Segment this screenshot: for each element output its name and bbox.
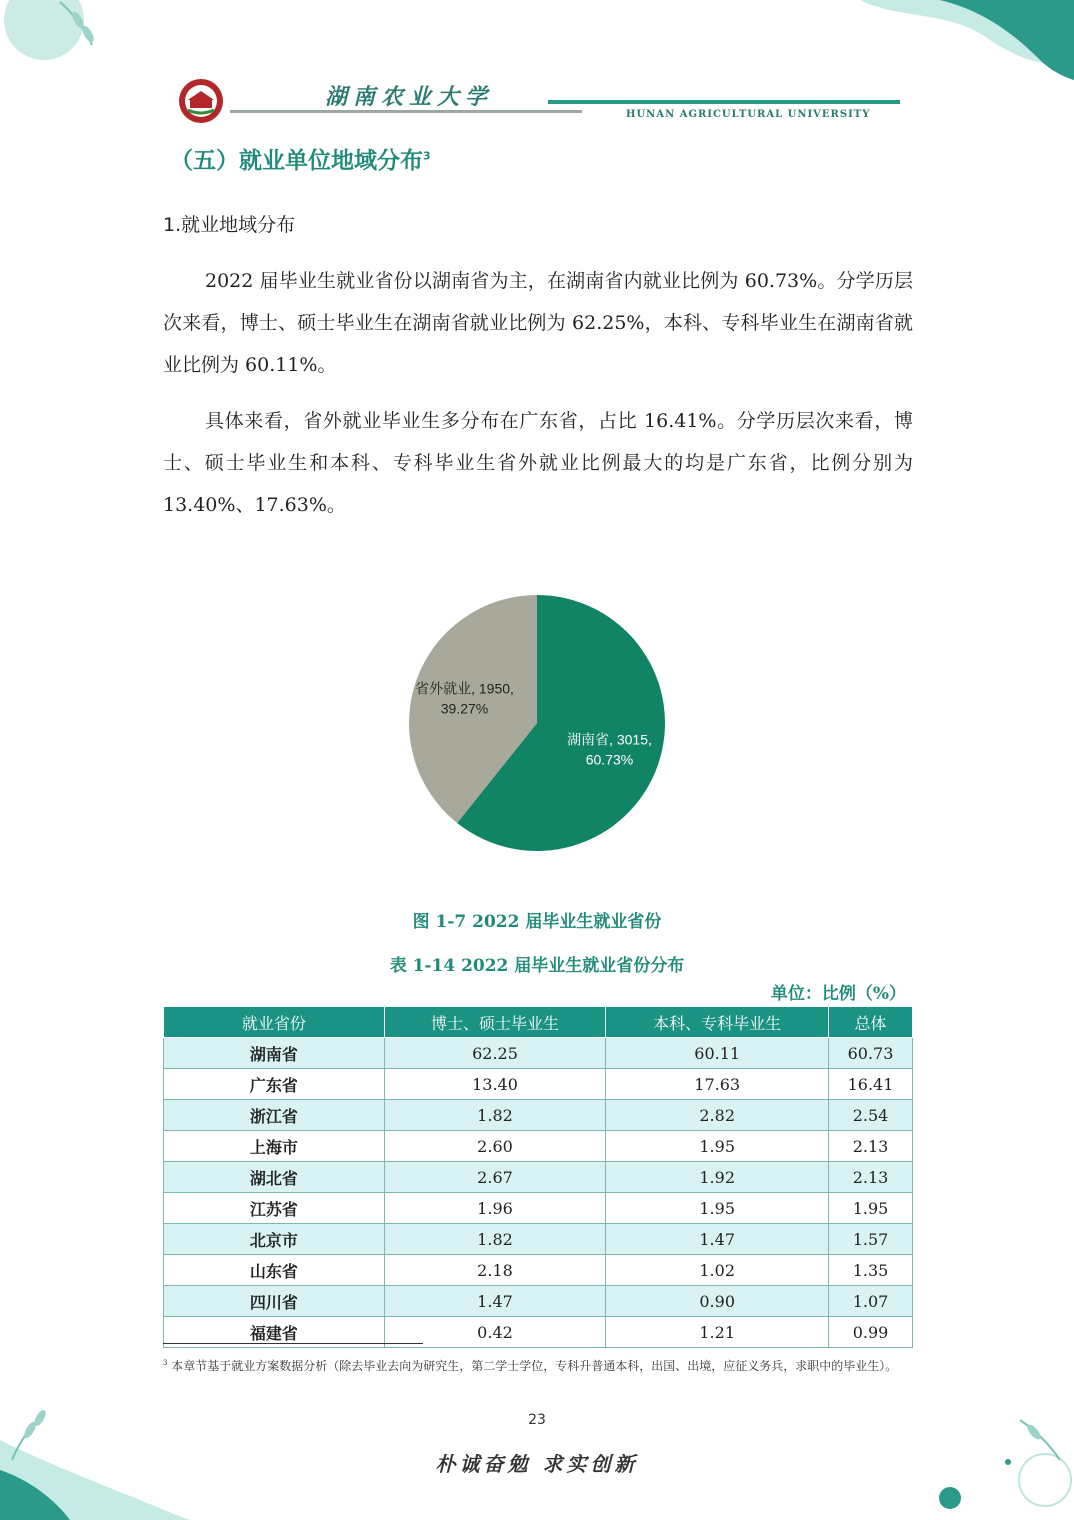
- footnote-ref: 3: [423, 149, 431, 163]
- footnote: [163, 1354, 913, 1376]
- cell-postgrad: 2.18: [384, 1255, 606, 1286]
- cell-postgrad: 2.67: [384, 1162, 606, 1193]
- cell-province: 湖北省: [164, 1162, 385, 1193]
- cell-overall: 2.13: [829, 1131, 913, 1162]
- university-name-en: HUNAN AGRICULTURAL UNIVERSITY: [626, 109, 871, 120]
- table-unit: 单位：比例（%）: [770, 984, 906, 1004]
- cell-undergrad: 1.92: [606, 1162, 829, 1193]
- university-logo: [178, 78, 224, 124]
- figure-caption: 图 1-7 2022 届毕业生就业省份: [412, 912, 662, 932]
- slice-label-name: 湖南省, 3015,: [567, 731, 652, 748]
- footnote-text: 本章节基于就业方案数据分析（除去毕业去向为研究生，第二学士学位，专科升普通本科，出国、出境，应征义务兵，求职中的毕业生）。: [171, 1359, 898, 1373]
- table-header-row: [164, 1007, 913, 1038]
- cell-province: 上海市: [164, 1131, 385, 1162]
- paragraph-1: 2022 届毕业生就业省份以湖南省为主，在湖南省内就业比例为 60.73%。分学历层次来看，博士、硕士毕业生在湖南省就业比例为 62.25%，本科、专科毕业生在湖南省就业比例为 60.11%。: [163, 270, 913, 376]
- cell-overall: 0.99: [829, 1317, 913, 1348]
- cell-overall: 1.35: [829, 1255, 913, 1286]
- footnote-mark: 3: [163, 1359, 168, 1367]
- header-divider-right: [548, 100, 900, 104]
- cell-province: 福建省: [164, 1317, 385, 1348]
- cell-postgrad: 2.60: [384, 1131, 606, 1162]
- header-divider-left: [230, 110, 582, 113]
- cell-postgrad: 1.47: [384, 1286, 606, 1317]
- cell-overall: 2.54: [829, 1100, 913, 1131]
- cell-undergrad: 60.11: [606, 1038, 829, 1069]
- table-row: [164, 1100, 913, 1131]
- cell-undergrad: 1.95: [606, 1193, 829, 1224]
- table-row: [164, 1286, 913, 1317]
- cell-undergrad: 1.47: [606, 1224, 829, 1255]
- cell-overall: 1.07: [829, 1286, 913, 1317]
- cell-postgrad: 1.82: [384, 1224, 606, 1255]
- cell-postgrad: 13.40: [384, 1069, 606, 1100]
- cell-province: 广东省: [164, 1069, 385, 1100]
- table-row: [164, 1131, 913, 1162]
- header-postgrad: 博士、硕士毕业生: [384, 1007, 606, 1038]
- cell-postgrad: 62.25: [384, 1038, 606, 1069]
- slice-label-percent: 39.27%: [440, 700, 489, 717]
- slice-label-name: 省外就业, 1950,: [415, 680, 514, 697]
- cell-undergrad: 1.02: [606, 1255, 829, 1286]
- table-row: [164, 1255, 913, 1286]
- table-row: [164, 1224, 913, 1255]
- section-title-text: （五）就业单位地域分布: [170, 148, 423, 174]
- footnote-divider: [163, 1343, 423, 1344]
- employment-province-table: [163, 1006, 913, 1348]
- cell-postgrad: 1.96: [384, 1193, 606, 1224]
- header-undergrad: 本科、专科毕业生: [606, 1007, 829, 1038]
- table-row: [164, 1038, 913, 1069]
- cell-postgrad: 0.42: [384, 1317, 606, 1348]
- pie-chart: [400, 586, 680, 858]
- page-number: 23: [528, 1412, 546, 1428]
- table-row: [164, 1193, 913, 1224]
- cell-province: 湖南省: [164, 1038, 385, 1069]
- cell-overall: 16.41: [829, 1069, 913, 1100]
- cell-postgrad: 1.82: [384, 1100, 606, 1131]
- cell-overall: 2.13: [829, 1162, 913, 1193]
- motto: 朴诚奋勉 求实创新: [435, 1452, 639, 1476]
- table-row: [164, 1069, 913, 1100]
- cell-undergrad: 1.21: [606, 1317, 829, 1348]
- header-overall: 总体: [829, 1007, 913, 1038]
- table-row: [164, 1162, 913, 1193]
- cell-province: 四川省: [164, 1286, 385, 1317]
- table-caption: 表 1-14 2022 届毕业生就业省份分布: [389, 956, 685, 976]
- cell-province: 北京市: [164, 1224, 385, 1255]
- cell-province: 山东省: [164, 1255, 385, 1286]
- cell-undergrad: 1.95: [606, 1131, 829, 1162]
- cell-overall: 60.73: [829, 1038, 913, 1069]
- paragraph-2: 具体来看，省外就业毕业生多分布在广东省，占比 16.41%。分学历层次来看，博士、硕士毕业生和本科、专科毕业生省外就业比例最大的均是广东省，比例分别为 13.40%、17.63%。: [163, 410, 913, 516]
- cell-overall: 1.57: [829, 1224, 913, 1255]
- cell-undergrad: 0.90: [606, 1286, 829, 1317]
- header-province: 就业省份: [164, 1007, 385, 1038]
- cell-undergrad: 2.82: [606, 1100, 829, 1131]
- subsection-title: 1.就业地域分布: [163, 214, 296, 236]
- cell-undergrad: 17.63: [606, 1069, 829, 1100]
- section-title: [170, 142, 431, 175]
- cell-overall: 1.95: [829, 1193, 913, 1224]
- cell-province: 江苏省: [164, 1193, 385, 1224]
- slice-label-percent: 60.73%: [585, 751, 634, 768]
- university-name-cn: 湖南农业大学: [325, 84, 494, 110]
- cell-province: 浙江省: [164, 1100, 385, 1131]
